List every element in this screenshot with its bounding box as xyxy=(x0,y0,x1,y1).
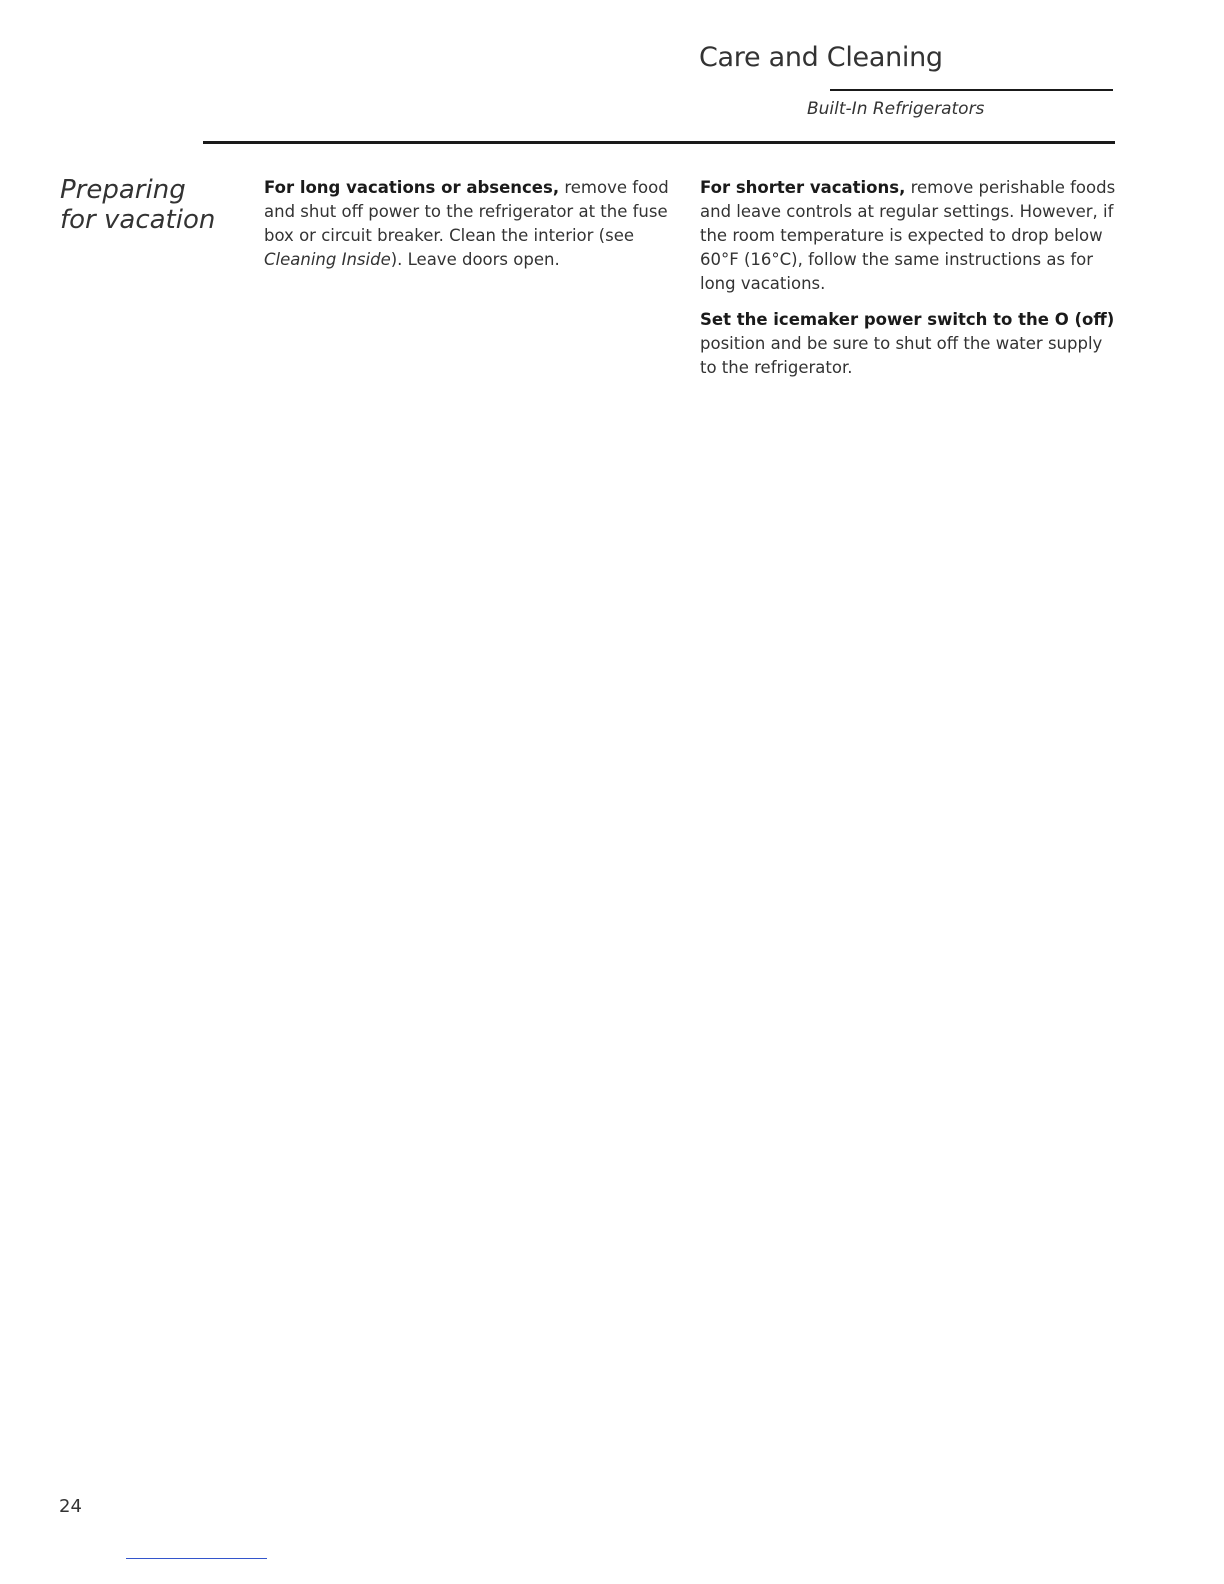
icemaker-lead: Set the icemaker power switch to the O (off) xyxy=(700,310,1115,329)
short-vacation-paragraph xyxy=(700,176,1120,296)
page-header-subtitle: Built-In Refrigerators xyxy=(807,99,985,119)
long-vacation-text: remove food and shut off power to the refrigerator at the fuse box or circuit breaker. Clean the interior (see xyxy=(264,178,669,245)
section-heading xyxy=(60,175,216,235)
section-heading-line-2: for vacation xyxy=(60,205,216,235)
cleaning-inside-reference: Cleaning Inside xyxy=(264,250,391,269)
long-vacation-paragraph xyxy=(264,176,684,272)
short-vacation-lead: For shorter vacations, xyxy=(700,178,906,197)
page-number: 24 xyxy=(59,1496,82,1517)
left-column xyxy=(264,176,684,284)
icemaker-paragraph xyxy=(700,308,1120,380)
long-vacation-text-end: ). Leave doors open. xyxy=(390,250,560,269)
header-divider xyxy=(830,89,1113,91)
section-heading-line-1: Preparing xyxy=(60,175,186,205)
short-vacation-text: remove perishable foods and leave controls at regular settings. However, if the room temperature is expected to drop below 60°F (16°C), follow the same instructions as for long vacations. xyxy=(700,178,1116,293)
long-vacation-lead: For long vacations or absences, xyxy=(264,178,560,197)
footer-link-underline xyxy=(126,1558,267,1559)
right-column xyxy=(700,176,1120,392)
page-header-title: Care and Cleaning xyxy=(699,42,943,73)
section-divider xyxy=(203,141,1115,144)
icemaker-text: position and be sure to shut off the water supply to the refrigerator. xyxy=(700,334,1103,377)
